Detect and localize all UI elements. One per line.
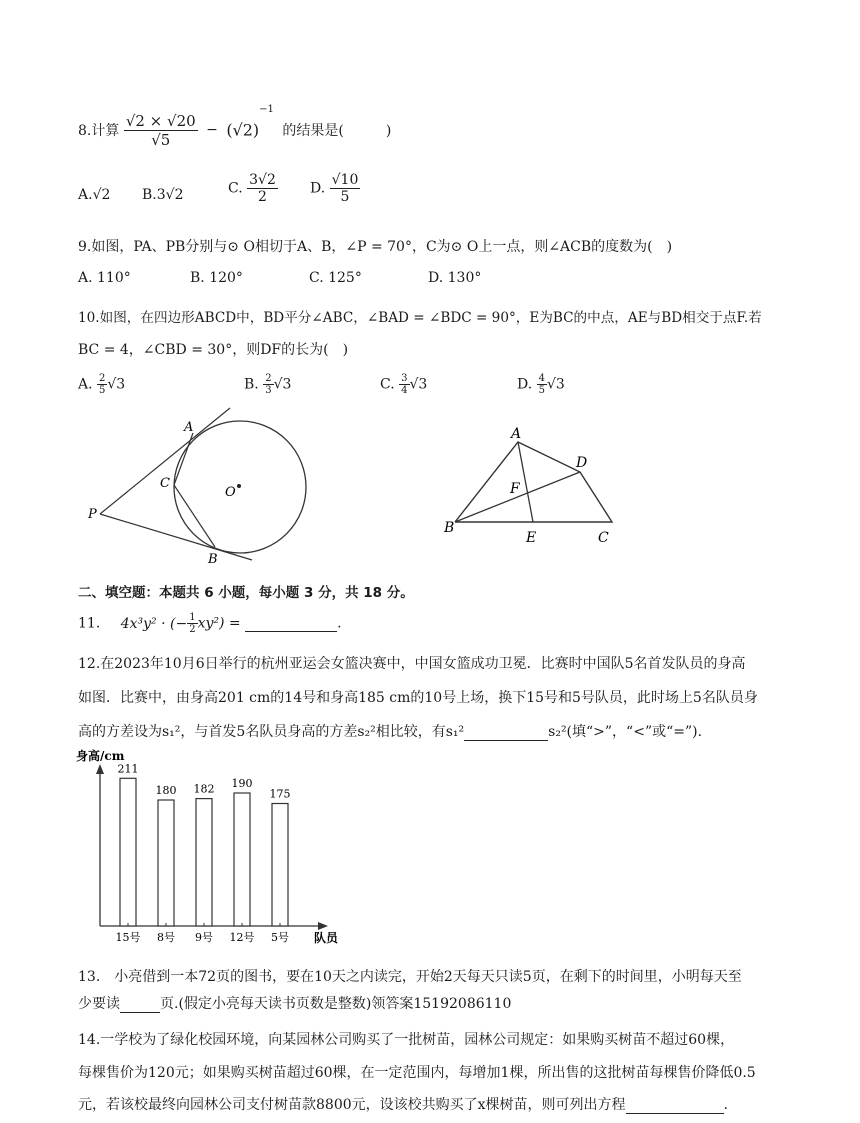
bars [116, 762, 291, 944]
segment-bd [455, 472, 580, 522]
q12-line3: 高的方差设为s₁²，与首发5名队员身高的方差s₂²相比较，有s₁² s₂²(填“>”，“<”或“=”). [78, 724, 703, 740]
bar-value-label: 180 [155, 784, 177, 797]
y-axis-arrow [96, 764, 104, 774]
category-label: 12号 [229, 931, 255, 944]
q10-option-c: C. $\frac{3}{4}$ √3 [380, 373, 428, 396]
chart-xlabel: 队员 [314, 931, 339, 945]
q8-option-c: C. $\frac{3√2}{2}$ [228, 172, 276, 205]
q8-fraction-den: √5 [151, 130, 171, 149]
category-label: 8号 [157, 931, 175, 944]
bar-5 [272, 804, 288, 927]
q10-option-d: D. $\frac{4}{5}$ √3 [517, 373, 565, 396]
tangent-pa [100, 408, 230, 514]
q13-line1: 13. 小亮借到一本72页的图书，要在10天之内读完，开始2天每天只读5页，在剩下的时间里，小明每天至 [78, 969, 742, 985]
label-a: A [511, 426, 522, 442]
category-label: 9号 [195, 931, 213, 944]
q8-stem [78, 104, 391, 149]
x-axis-arrow [318, 922, 328, 930]
q8-fraction-num: √2 × √20 [125, 111, 196, 130]
bar-4 [234, 793, 250, 926]
height-bar-chart [74, 748, 354, 958]
segment-ae [518, 442, 533, 522]
bar-3 [196, 799, 212, 926]
label-b: B [208, 552, 218, 567]
tangent-pb [100, 514, 252, 560]
label-b: B [444, 520, 455, 536]
chart-ylabel: 身高/cm [76, 749, 125, 763]
section-heading: 二、填空题：本题共 6 小题，每小题 3 分，共 18 分。 [78, 585, 414, 601]
q11-stem: 11. 4x³y² · (− $\frac{1}{2}$ xy²) = . [78, 612, 342, 635]
q13-answer-blank[interactable] [120, 998, 160, 1013]
category-label: 5号 [271, 931, 289, 944]
q9-option-a: A. 110° [78, 270, 131, 286]
q14-answer-blank[interactable] [626, 1099, 724, 1114]
center-dot [237, 484, 241, 488]
q9-stem: 9.如图，PA、PB分别与⊙ O相切于A、B，∠P = 70°，C为⊙ O上一点，则∠ACB的度数为( ) [78, 239, 673, 255]
label-e: E [526, 530, 537, 546]
q10-stem-line1: 10.如图，在四边形ABCD中，BD平分∠ABC，∠BAD = ∠BDC = 90°，E为BC的中点，AE与BD相交于点F.若 [78, 310, 762, 326]
figure-circle-tangents [80, 400, 340, 570]
q12-line2: 如图．比赛中，由身高201 cm的14号和身高185 cm的10号上场，换下15号和5号队员，此时场上5名队员身 [78, 690, 758, 706]
bar-value-label: 175 [269, 787, 291, 801]
q11-fraction: $\frac{1}{2}$ [189, 612, 196, 635]
q8-minus: − [206, 122, 218, 138]
quad-outline [455, 442, 612, 522]
q9-option-d: D. 130° [428, 270, 482, 286]
q14-line3: 元，若该校最终向园林公司支付树苗款8800元，设该校共购买了x棵树苗，则可列出方程 . [78, 1097, 728, 1113]
q14-line2: 每棵售价为120元；如果购买树苗超过60棵，在一定范围内，每增加1棵，所出售的这批树苗每棵售价降低0.5 [78, 1065, 756, 1081]
bar-value-label: 211 [117, 762, 139, 776]
q11-answer-blank[interactable] [245, 615, 337, 632]
label-d: D [576, 455, 588, 471]
q8-option-d: D. $\frac{√10}{5}$ [310, 172, 359, 205]
q8-suffix: 的结果是( ) [282, 123, 392, 139]
label-a: A [184, 420, 194, 435]
label-o: O [225, 485, 236, 500]
q13-line2: 少要读 页.(假定小亮每天读书页数是整数)领答案15192086110 [78, 996, 512, 1012]
category-label: 15号 [115, 931, 141, 944]
bar-value-label: 182 [193, 782, 215, 796]
bar-value-label: 190 [231, 777, 253, 790]
label-c: C [160, 476, 170, 491]
bar-2 [158, 800, 174, 926]
label-f: F [510, 481, 520, 497]
q9-option-c: C. 125° [309, 270, 362, 286]
q8-prefix: 8.计算 [78, 123, 120, 139]
q8-option-b: B.3√2 [142, 187, 184, 203]
chord-ac [174, 433, 193, 485]
q12-answer-blank[interactable] [464, 726, 548, 741]
q8-exponent: −1 [259, 104, 274, 115]
q10-option-b: B. $\frac{2}{3}$ √3 [244, 373, 292, 396]
q14-line1: 14.一学校为了绿化校园环境，向某园林公司购买了一批树苗，园林公司规定：如果购买树苗不超过60棵， [78, 1032, 735, 1048]
q9-option-b: B. 120° [190, 270, 243, 286]
label-c: C [598, 530, 609, 546]
figure-quadrilateral [440, 420, 640, 550]
q8-paren-term: (√2) [226, 120, 260, 140]
bar-1 [120, 778, 136, 926]
label-p: P [88, 507, 97, 522]
q11-label: 11. [78, 615, 101, 632]
q8-fraction [124, 112, 198, 149]
q10-option-a: A. $\frac{2}{5}$ √3 [78, 373, 126, 396]
q8-option-a: A.√2 [78, 187, 111, 203]
q12-line1: 12.在2023年10月6日举行的杭州亚运会女篮决赛中，中国女篮成功卫冕．比赛时中国队5名首发队员的身高 [78, 656, 746, 672]
q10-stem-line2: BC = 4，∠CBD = 30°，则DF的长为( ) [78, 342, 349, 358]
